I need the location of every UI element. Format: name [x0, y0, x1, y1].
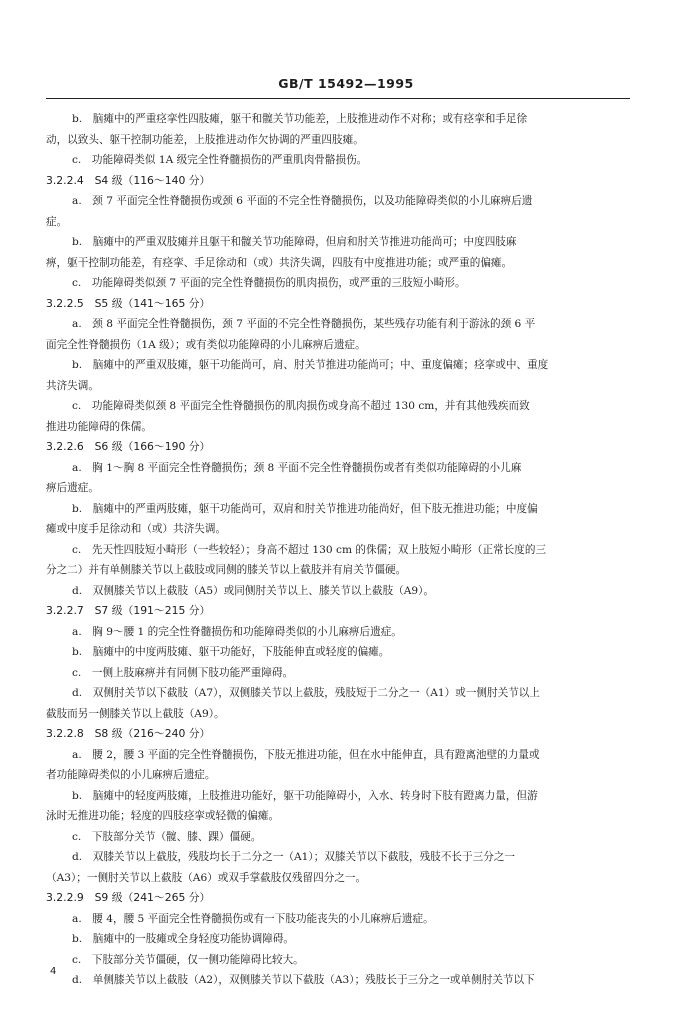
text-line: c. 下肢部分关节（髋、膝、踝）僵硬。: [72, 830, 262, 843]
page-number: 4: [50, 966, 57, 977]
text-line: a. 颈 8 平面完全性脊髓损伤，颈 7 平面的不完全性脊髓损伤，某些残存功能有利于游泳的颈 6 平: [72, 318, 536, 330]
text-line: d. 双侧膝关节以上截肢（A5）或同侧肘关节以上、膝关节以上截肢（A9）。: [72, 584, 435, 597]
text-line: 分之二）并有单侧膝关节以上截肢或同侧的膝关节以上截肢并有肩关节僵硬。: [46, 564, 407, 576]
text-line: 截肢而另一侧膝关节以上截肢（A9）。: [46, 707, 225, 720]
text-line: 瘫或中度手足徐动和（或）共济失调。: [46, 523, 227, 535]
text-line: a. 腰 2，腰 3 平面的完全性脊髓损伤，下肢无推进功能，但在水中能伸直，具有蹬离池壁的力量或: [72, 748, 540, 761]
text-line: 推进功能障碍的侏儒。: [46, 420, 152, 433]
document-header: GB/T 15492—1995: [278, 76, 414, 91]
text-line: 泳时无推进功能；轻度的四肢痉挛或轻微的偏瘫。: [46, 810, 280, 822]
text-line: 共济失调。: [46, 379, 99, 392]
text-line: b. 脑瘫中的中度两肢瘫、躯干功能好，下肢能伸直或轻度的偏瘫。: [72, 646, 390, 658]
text-line: 动，以致头、躯干控制功能差，上肢推进动作欠协调的严重四肢瘫。: [46, 133, 364, 146]
text-line: a. 胸 1～胸 8 平面完全性脊髓损伤；颈 8 平面不完全性脊髓损伤或者有类似功能障碍的小儿麻: [72, 461, 522, 474]
text-line: 面完全性脊髓损伤（1A 级）；或有类似功能障碍的小儿麻痹后遗症。: [46, 338, 366, 351]
text-line: c. 下肢部分关节僵硬，仅一侧功能障碍比较大。: [72, 953, 304, 966]
section-heading: 3.2.2.9 S9 级（241～265 分）: [46, 891, 211, 904]
text-line: c. 功能障碍类似颈 8 平面完全性脊髓损伤的肌肉损伤或身高不超过 130 cm，并有其他残疾而致: [72, 400, 530, 412]
text-line: d. 单侧膝关节以上截肢（A2），双侧膝关节以下截肢（A3）；残肢长于三分之一或单侧肘关节以下: [72, 974, 535, 986]
text-line: d. 双膝关节以上截肢，残肢均长于二分之一（A1）；双膝关节以下截肢，残肢不长于三分之一: [72, 851, 515, 863]
text-line: c. 一侧上肢麻痹并有同侧下肢功能严重障碍。: [72, 666, 294, 679]
text-line: a. 胸 9～腰 1 的完全性脊髓损伤和功能障碍类似的小儿麻痹后遗症。: [72, 625, 402, 638]
text-line: c. 先天性四肢短小畸形（一些较轻）；身高不超过 130 cm 的侏儒；双上肢短小畸形（正常长度的三: [72, 543, 547, 556]
text-line: c. 功能障碍类似颈 7 平面的完全性脊髓损伤的肌肉损伤，或严重的三肢短小畸形。: [72, 277, 466, 289]
text-line: （A3）；一侧肘关节以上截肢（A6）或双手掌截肢仅残留四分之一。: [46, 871, 367, 884]
page-body: [46, 109, 630, 991]
text-line: b. 脑瘫中的严重双肢瘫，躯干功能尚可，肩、肘关节推进功能尚可；中、重度偏瘫；痉挛或中、重度: [72, 359, 549, 371]
text-line: 者功能障碍类似的小儿麻痹后遗症。: [46, 769, 216, 781]
header-rule: [46, 98, 630, 99]
text-line: b. 脑瘫中的轻度两肢瘫，上肢推进功能好，躯干功能障碍小，入水、转身时下肢有蹬离力量，但游: [72, 789, 538, 802]
text-line: b. 脑瘫中的一肢瘫或全身轻度功能协调障碍。: [72, 933, 295, 945]
text-line: d. 双侧肘关节以下截肢（A7），双侧膝关节以上截肢，残肢短于二分之一（A1）或一侧肘关节以上: [72, 687, 540, 699]
text-line: a. 颈 7 平面完全性脊髓损伤或颈 6 平面的不完全性脊髓损伤，以及功能障碍类似的小儿麻痹后遗: [72, 195, 533, 207]
text-line: 痹后遗症。: [46, 482, 99, 494]
text-line: b. 脑瘫中的严重双肢瘫并且躯干和髋关节功能障碍，但肩和肘关节推进功能尚可；中度四肢麻: [72, 236, 517, 248]
text-line: c. 功能障碍类似 1A 级完全性脊髓损伤的严重肌肉骨骼损伤。: [72, 154, 368, 166]
text-line: b. 脑瘫中的严重两肢瘫，躯干功能尚可，双肩和肘关节推进功能尚好，但下肢无推进功能；中度偏: [72, 502, 538, 515]
section-heading: 3.2.2.5 S5 级（141～165 分）: [46, 296, 211, 310]
text-line: 痹，躯干控制功能差，有痉挛、手足徐动和（或）共济失调，四肢有中度推进功能；或严重的偏瘫。: [46, 256, 513, 269]
text-line: a. 腰 4，腰 5 平面完全性脊髓损伤或有一下肢功能丧失的小儿麻痹后遗症。: [72, 912, 434, 925]
section-heading: 3.2.2.7 S7 级（191～215 分）: [46, 604, 211, 617]
section-heading: 3.2.2.4 S4 级（116～140 分）: [46, 173, 211, 187]
section-heading: 3.2.2.6 S6 级（166～190 分）: [46, 440, 211, 453]
text-line: b. 脑瘫中的严重痉挛性四肢瘫，躯干和髋关节功能差，上肢推进动作不对称；或有痉挛和手足徐: [72, 113, 528, 125]
section-heading: 3.2.2.8 S8 级（216～240 分）: [46, 727, 211, 740]
text-line: 症。: [46, 215, 68, 228]
